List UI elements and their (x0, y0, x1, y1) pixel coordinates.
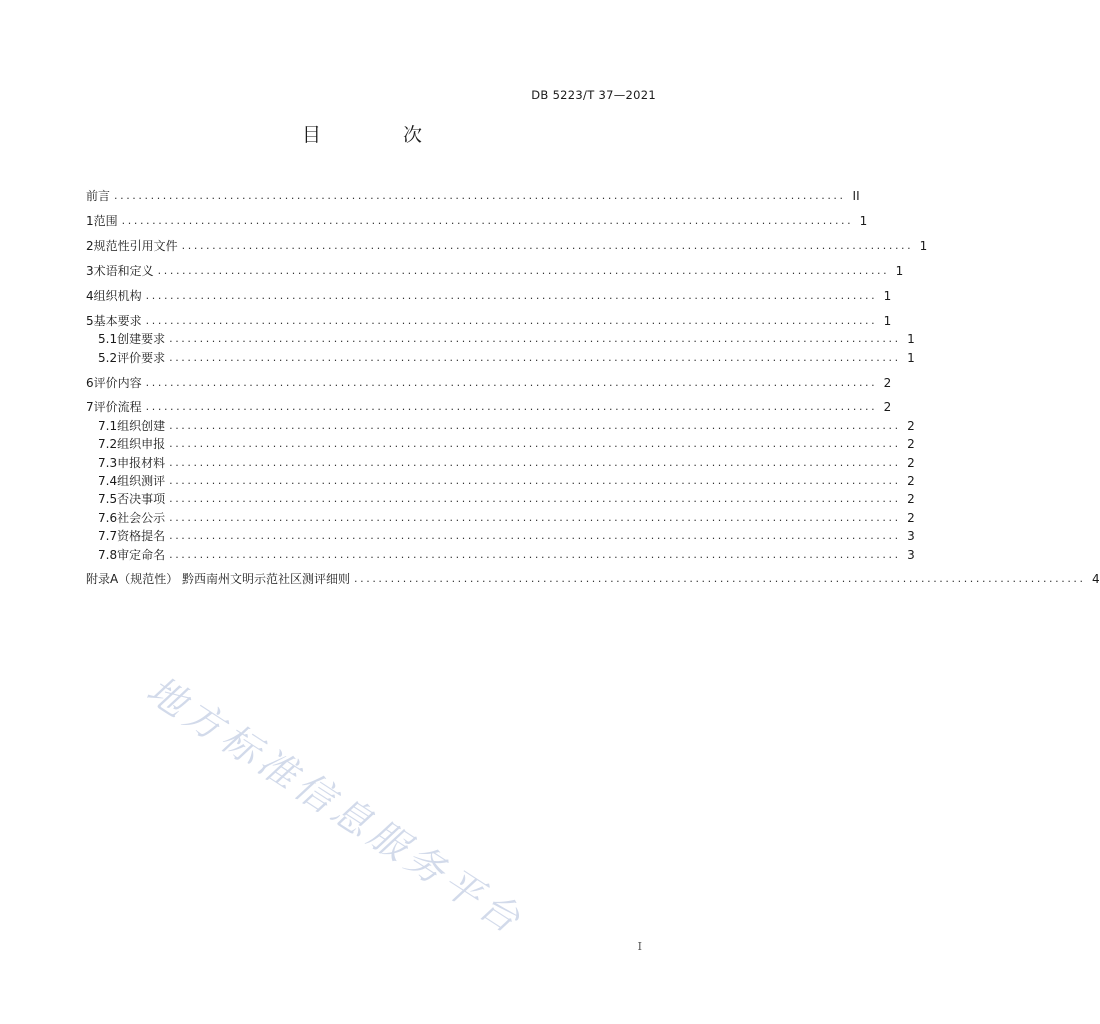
toc-entry-page: 1 (859, 214, 868, 229)
toc-entry-page: 2 (907, 455, 915, 470)
toc-leader-dots: ........................................................................................................................ (169, 455, 901, 469)
toc-entry[interactable] (86, 210, 868, 229)
toc-entry-label: 组织申报 (117, 437, 166, 452)
toc-entry-number: 7.7 (98, 529, 118, 544)
toc-entry[interactable] (86, 328, 915, 347)
toc-entry[interactable] (86, 309, 892, 328)
toc-entry-page: 1 (895, 264, 904, 279)
toc-entry-label: 审定命名 (117, 547, 166, 562)
toc-leader-dots: ........................................................................................................................ (169, 437, 901, 451)
toc-entry-number: 7.5 (98, 492, 118, 507)
toc-entry[interactable] (86, 433, 915, 452)
toc-entry[interactable] (86, 506, 915, 525)
toc-leader-dots: ........................................................................................................................ (169, 332, 901, 346)
toc-entry-number: 7.4 (98, 473, 118, 488)
toc-entry-page: 1 (883, 313, 892, 328)
toc-entry-label: 规范性引用文件 (93, 239, 178, 254)
toc-leader-dots: ........................................................................................................................ (169, 418, 901, 432)
toc-leader-dots: ........................................................................................................................ (169, 529, 901, 543)
toc-entry-label: 申报材料 (117, 455, 166, 470)
toc-leader-dots: ........................................................................................................................ (114, 189, 846, 203)
toc-entry-page: 2 (907, 437, 915, 452)
toc-entry-page: 4 (1091, 572, 1100, 587)
toc-entry-number: 7.2 (98, 437, 118, 452)
toc-entry[interactable] (86, 285, 892, 303)
toc-entry-number: 5 (86, 313, 94, 328)
toc-entry-number: 7.1 (98, 418, 118, 433)
toc-entry-number: 5.2 (98, 350, 118, 365)
toc-leader-dots: ........................................................................................................................ (145, 313, 878, 327)
toc-entry-page: 2 (883, 400, 892, 415)
toc-entry-number: 4 (86, 288, 94, 303)
toc-leader-dots: ........................................................................................................................ (169, 547, 901, 561)
toc-entry[interactable] (86, 488, 915, 507)
toc-leader-dots: ........................................................................................................................ (145, 400, 878, 414)
document-code: DB 5223/T 37—2021 (531, 88, 656, 102)
toc-entry-label: 组织测评 (117, 473, 166, 488)
toc-entry-number: 7 (86, 400, 94, 415)
toc-entry-page: 3 (907, 529, 915, 544)
toc-entry[interactable] (86, 543, 915, 562)
toc-leader-dots: ........................................................................................................................ (145, 375, 878, 389)
toc-entry[interactable] (86, 185, 860, 204)
watermark: 地方标准信息服务平台 (139, 667, 533, 945)
toc-entry-label: 基本要求 (93, 313, 142, 328)
toc-entry-label: 附录A（规范性） 黔西南州文明示范社区测评细则 (86, 572, 351, 587)
toc-entry-page: 2 (907, 473, 915, 488)
toc-entry-label: 资格提名 (117, 529, 166, 544)
toc-entry-page: 2 (907, 510, 915, 525)
toc-entry-page: 2 (883, 375, 892, 390)
toc-leader-dots: ........................................................................................................................ (181, 239, 914, 253)
toc-entry-page: 1 (919, 239, 928, 254)
toc-entry-label: 评价流程 (93, 400, 142, 415)
toc-entry-page: 3 (907, 547, 915, 562)
toc-entry-number: 5.1 (98, 332, 118, 347)
footer-page-number: I (637, 940, 642, 953)
toc-entry[interactable] (86, 346, 915, 365)
toc-entry[interactable] (86, 568, 1100, 587)
toc-entry[interactable] (86, 414, 915, 433)
toc-entry-page: II (852, 189, 860, 204)
toc-leader-dots: ........................................................................................................................ (354, 572, 1086, 586)
toc-entry-page: 2 (907, 492, 915, 507)
toc-entry[interactable] (86, 451, 915, 470)
toc-leader-dots: ........................................................................................................................ (169, 510, 901, 524)
toc-entry[interactable] (86, 260, 904, 279)
toc-entry-label: 社会公示 (117, 510, 166, 525)
toc-entry-number: 2 (86, 239, 94, 254)
toc-entry-label: 评价内容 (93, 375, 142, 390)
toc-entry[interactable] (86, 371, 892, 390)
toc-entry-label: 组织机构 (93, 288, 142, 303)
toc-entry-page: 1 (907, 350, 915, 365)
toc-entry-number: 1 (86, 214, 94, 229)
toc-leader-dots: ........................................................................................................................ (169, 473, 901, 487)
toc-entry-page: 2 (907, 418, 915, 433)
toc-entry-label: 术语和定义 (93, 264, 154, 279)
toc-leader-dots: ........................................................................................................................ (121, 214, 854, 228)
toc-entry-number: 7.3 (98, 455, 118, 470)
toc-entry-number: 7.6 (98, 510, 118, 525)
toc-entry-page: 1 (883, 288, 892, 303)
toc-entry-label: 范围 (93, 214, 118, 229)
toc-entry-number: 6 (86, 375, 94, 390)
toc-entry-page: 1 (907, 332, 915, 347)
page-title: 目 次 (301, 124, 461, 146)
toc-entry[interactable] (86, 396, 892, 415)
toc-leader-dots: ........................................................................................................................ (145, 288, 878, 302)
toc-leader-dots: ........................................................................................................................ (157, 264, 890, 278)
toc-entry-label: 评价要求 (117, 350, 166, 365)
table-of-contents (86, 185, 1100, 587)
toc-entry-label: 前言 (86, 189, 111, 204)
toc-leader-dots: ........................................................................................................................ (169, 350, 901, 364)
toc-entry[interactable] (86, 235, 928, 254)
toc-entry[interactable] (86, 470, 915, 488)
toc-leader-dots: ........................................................................................................................ (169, 492, 901, 506)
toc-entry-number: 7.8 (98, 547, 118, 562)
toc-entry-label: 组织创建 (117, 418, 166, 433)
toc-entry-label: 否决事项 (117, 492, 166, 507)
toc-entry[interactable] (86, 525, 915, 544)
toc-entry-label: 创建要求 (117, 332, 166, 347)
toc-entry-number: 3 (86, 264, 94, 279)
